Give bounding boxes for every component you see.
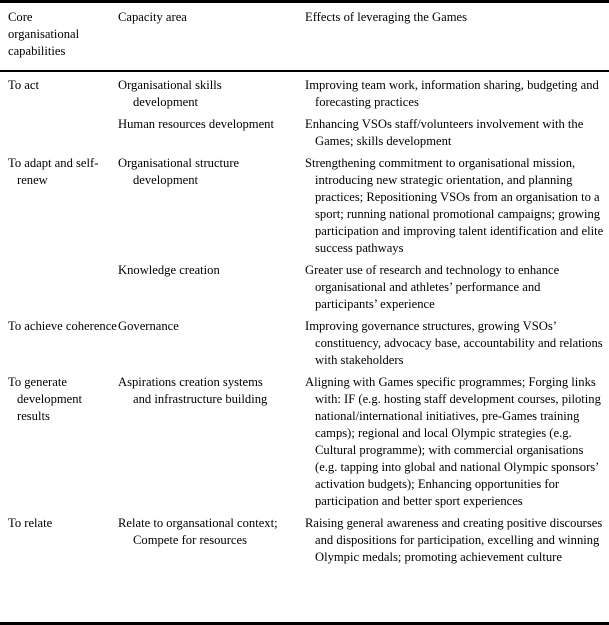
- table-row: [0, 116, 609, 150]
- table-row: [0, 262, 609, 313]
- cell-effects: Improving team work, information sharing, budgeting and forecasting practices: [305, 78, 599, 109]
- table-row: [0, 515, 609, 566]
- cell-effects: Strengthening commitment to organisational mission, introducing new strategic orientation, and planning practices; Repositioning VSOs from an organisation to a sport; running national promotional campaigns; growing participation and improving talent identification and elite success pathways: [305, 156, 604, 255]
- table-row: [0, 374, 609, 510]
- cell-effects: Raising general awareness and creating positive discourses and dispositions for participation, excelling and winning Olympic medals; promoting achievement culture: [305, 516, 603, 564]
- table-header-row: [0, 3, 609, 72]
- cell-capability: To adapt and self-renew: [8, 156, 99, 187]
- cell-capability: [8, 116, 118, 150]
- cell-capacity: Organisational skills development: [118, 78, 222, 109]
- header-effects: Effects of leveraging the Games: [305, 10, 468, 24]
- cell-capability: To achieve coherence: [8, 319, 117, 333]
- table-body: [0, 72, 609, 622]
- cell-capability: To generate development results: [8, 375, 83, 423]
- header-core-capabilities: Core organisational capabilities: [8, 10, 80, 58]
- cell-capacity: Aspirations creation systems and infrastructure building: [118, 375, 268, 406]
- cell-capability: [8, 262, 118, 313]
- table-row: [0, 318, 609, 369]
- cell-capacity: Human resources development: [118, 117, 274, 131]
- cell-capacity: Organisational structure development: [118, 156, 240, 187]
- cell-capability: To relate: [8, 516, 53, 530]
- cell-effects: Enhancing VSOs staff/volunteers involvement with the Games; skills development: [305, 117, 584, 148]
- cell-capacity: Governance: [118, 319, 179, 333]
- header-capacity-area: Capacity area: [118, 10, 187, 24]
- cell-effects: Improving governance structures, growing VSOs’ constituency, advocacy base, accountability and relations with stakeholders: [305, 319, 603, 367]
- cell-capacity: Knowledge creation: [118, 263, 220, 277]
- table-row: [0, 155, 609, 257]
- table-row: [0, 77, 609, 111]
- cell-effects: Greater use of research and technology to enhance organisational and athletes’ performance and participants’ experience: [305, 263, 560, 311]
- cell-capability: To act: [8, 78, 39, 92]
- cell-capacity: Relate to organsational context; Compete for resources: [118, 516, 278, 547]
- cell-effects: Aligning with Games specific programmes; Forging links with: IF (e.g. hosting staff development courses, piloting national/international initiatives, pre-Games training camps); regional and local Olympic strategies (e.g. Cultural programme); with commercial organisations (e.g. tapping into global and national Olympic sponsors’ activation budgets); Enhancing opportunities for participation and better sport experiences: [305, 375, 601, 508]
